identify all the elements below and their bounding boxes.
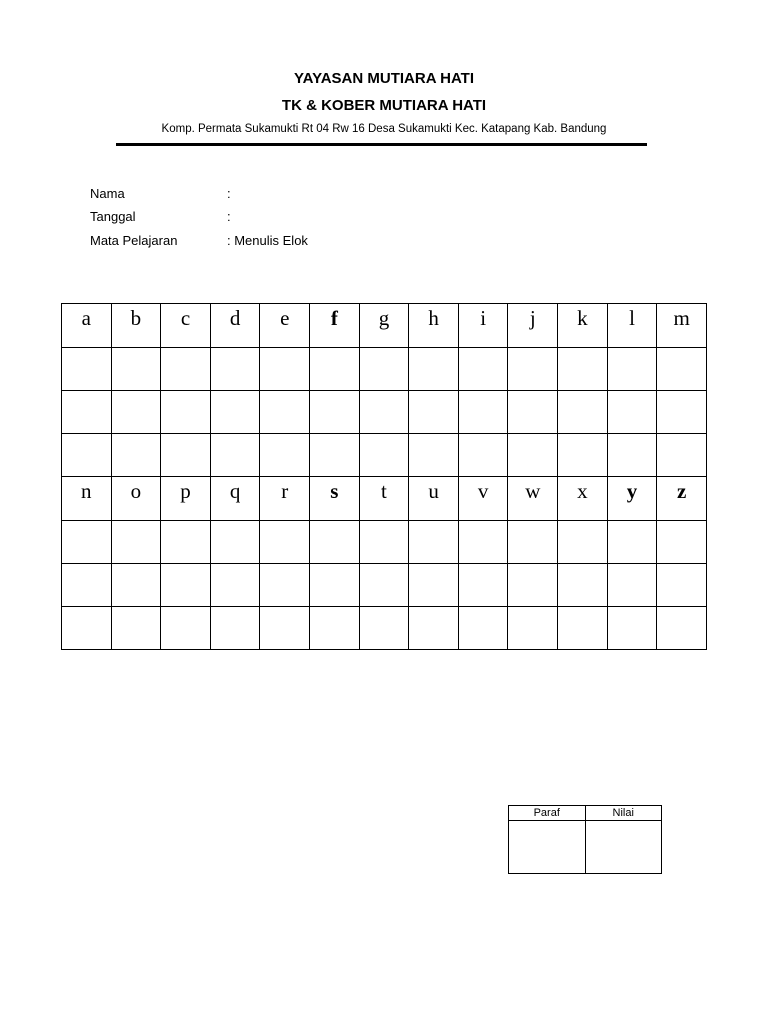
practice-cell <box>657 607 707 650</box>
letter-cell: f <box>310 304 360 348</box>
practice-cell <box>62 434 112 477</box>
practice-cell <box>111 564 161 607</box>
school-name: TK & KOBER MUTIARA HATI <box>281 97 487 114</box>
practice-row <box>62 391 707 434</box>
practice-cell <box>161 521 211 564</box>
letter-cell: n <box>62 477 112 521</box>
practice-cell <box>260 607 310 650</box>
practice-cell <box>111 348 161 391</box>
tanggal-value: : <box>227 209 231 224</box>
nama-label: Nama <box>90 186 125 201</box>
practice-cell <box>260 521 310 564</box>
practice-cell <box>607 564 657 607</box>
practice-cell <box>607 434 657 477</box>
practice-cell <box>508 434 558 477</box>
practice-cell <box>62 348 112 391</box>
practice-cell <box>359 391 409 434</box>
letter-cell: p <box>161 477 211 521</box>
practice-cell <box>310 434 360 477</box>
letter-cell: q <box>210 477 260 521</box>
letter-cell: x <box>558 477 608 521</box>
letter-cell: i <box>458 304 508 348</box>
practice-row <box>62 607 707 650</box>
nama-value: : <box>227 186 231 201</box>
practice-cell <box>111 521 161 564</box>
practice-cell <box>210 391 260 434</box>
practice-cell <box>657 521 707 564</box>
letter-row-n-z <box>62 477 707 521</box>
practice-cell <box>310 391 360 434</box>
practice-cell <box>260 434 310 477</box>
practice-row <box>62 348 707 391</box>
practice-cell <box>310 564 360 607</box>
practice-cell <box>62 391 112 434</box>
score-box <box>508 805 662 874</box>
letter-cell: w <box>508 477 558 521</box>
practice-cell <box>409 521 459 564</box>
letter-cell: s <box>310 477 360 521</box>
practice-cell <box>210 521 260 564</box>
practice-cell <box>359 434 409 477</box>
practice-cell <box>409 348 459 391</box>
practice-cell <box>508 564 558 607</box>
practice-cell <box>409 434 459 477</box>
letter-cell: g <box>359 304 409 348</box>
practice-cell <box>607 607 657 650</box>
letter-cell: l <box>607 304 657 348</box>
practice-cell <box>359 607 409 650</box>
letter-cell: m <box>657 304 707 348</box>
practice-cell <box>409 564 459 607</box>
practice-cell <box>508 607 558 650</box>
paraf-cell <box>509 821 586 874</box>
letter-cell: t <box>359 477 409 521</box>
practice-row <box>62 521 707 564</box>
letter-cell: y <box>607 477 657 521</box>
letter-practice-grid <box>61 303 707 650</box>
letter-cell: c <box>161 304 211 348</box>
letter-cell: b <box>111 304 161 348</box>
practice-cell <box>558 348 608 391</box>
practice-cell <box>508 391 558 434</box>
practice-row <box>62 564 707 607</box>
practice-cell <box>607 521 657 564</box>
practice-cell <box>657 564 707 607</box>
mata-pelajaran-value: : Menulis Elok <box>227 233 308 248</box>
practice-cell <box>359 564 409 607</box>
practice-cell <box>458 348 508 391</box>
letter-cell: e <box>260 304 310 348</box>
practice-cell <box>111 607 161 650</box>
letter-cell: r <box>260 477 310 521</box>
letter-cell: h <box>409 304 459 348</box>
practice-cell <box>558 391 608 434</box>
practice-cell <box>111 391 161 434</box>
nilai-cell <box>585 821 662 874</box>
practice-cell <box>657 434 707 477</box>
practice-cell <box>161 564 211 607</box>
practice-cell <box>260 391 310 434</box>
practice-cell <box>161 391 211 434</box>
practice-cell <box>62 607 112 650</box>
practice-cell <box>458 607 508 650</box>
practice-cell <box>210 564 260 607</box>
practice-cell <box>657 348 707 391</box>
practice-cell <box>607 348 657 391</box>
practice-cell <box>607 391 657 434</box>
practice-cell <box>310 348 360 391</box>
practice-cell <box>210 348 260 391</box>
letter-cell: a <box>62 304 112 348</box>
nilai-header: Nilai <box>585 806 662 821</box>
practice-cell <box>260 348 310 391</box>
letter-cell: v <box>458 477 508 521</box>
practice-cell <box>558 564 608 607</box>
letter-cell: d <box>210 304 260 348</box>
practice-cell <box>111 434 161 477</box>
letter-row-a-m <box>62 304 707 348</box>
practice-cell <box>260 564 310 607</box>
tanggal-label: Tanggal <box>90 209 136 224</box>
practice-cell <box>310 521 360 564</box>
practice-cell <box>210 434 260 477</box>
practice-cell <box>62 564 112 607</box>
practice-cell <box>458 521 508 564</box>
practice-cell <box>161 434 211 477</box>
practice-cell <box>508 348 558 391</box>
practice-cell <box>657 391 707 434</box>
practice-cell <box>359 521 409 564</box>
practice-cell <box>359 348 409 391</box>
foundation-name: YAYASAN MUTIARA HATI <box>293 70 475 87</box>
practice-cell <box>458 434 508 477</box>
practice-cell <box>508 521 558 564</box>
practice-cell <box>210 607 260 650</box>
letter-cell: z <box>657 477 707 521</box>
score-header-row <box>509 806 662 821</box>
paraf-header: Paraf <box>509 806 586 821</box>
practice-cell <box>558 521 608 564</box>
practice-cell <box>458 564 508 607</box>
letter-cell: u <box>409 477 459 521</box>
practice-cell <box>409 607 459 650</box>
practice-cell <box>310 607 360 650</box>
practice-cell <box>558 434 608 477</box>
practice-cell <box>458 391 508 434</box>
letter-cell: o <box>111 477 161 521</box>
score-entry-row <box>509 821 662 874</box>
practice-cell <box>161 348 211 391</box>
practice-cell <box>62 521 112 564</box>
letter-cell: j <box>508 304 558 348</box>
mata-pelajaran-label: Mata Pelajaran <box>90 233 178 248</box>
practice-cell <box>409 391 459 434</box>
letter-cell: k <box>558 304 608 348</box>
practice-cell <box>161 607 211 650</box>
practice-cell <box>558 607 608 650</box>
header-divider <box>116 143 647 146</box>
school-address: Komp. Permata Sukamukti Rt 04 Rw 16 Desa Sukamukti Kec. Katapang Kab. Bandung <box>161 123 607 135</box>
practice-row <box>62 434 707 477</box>
